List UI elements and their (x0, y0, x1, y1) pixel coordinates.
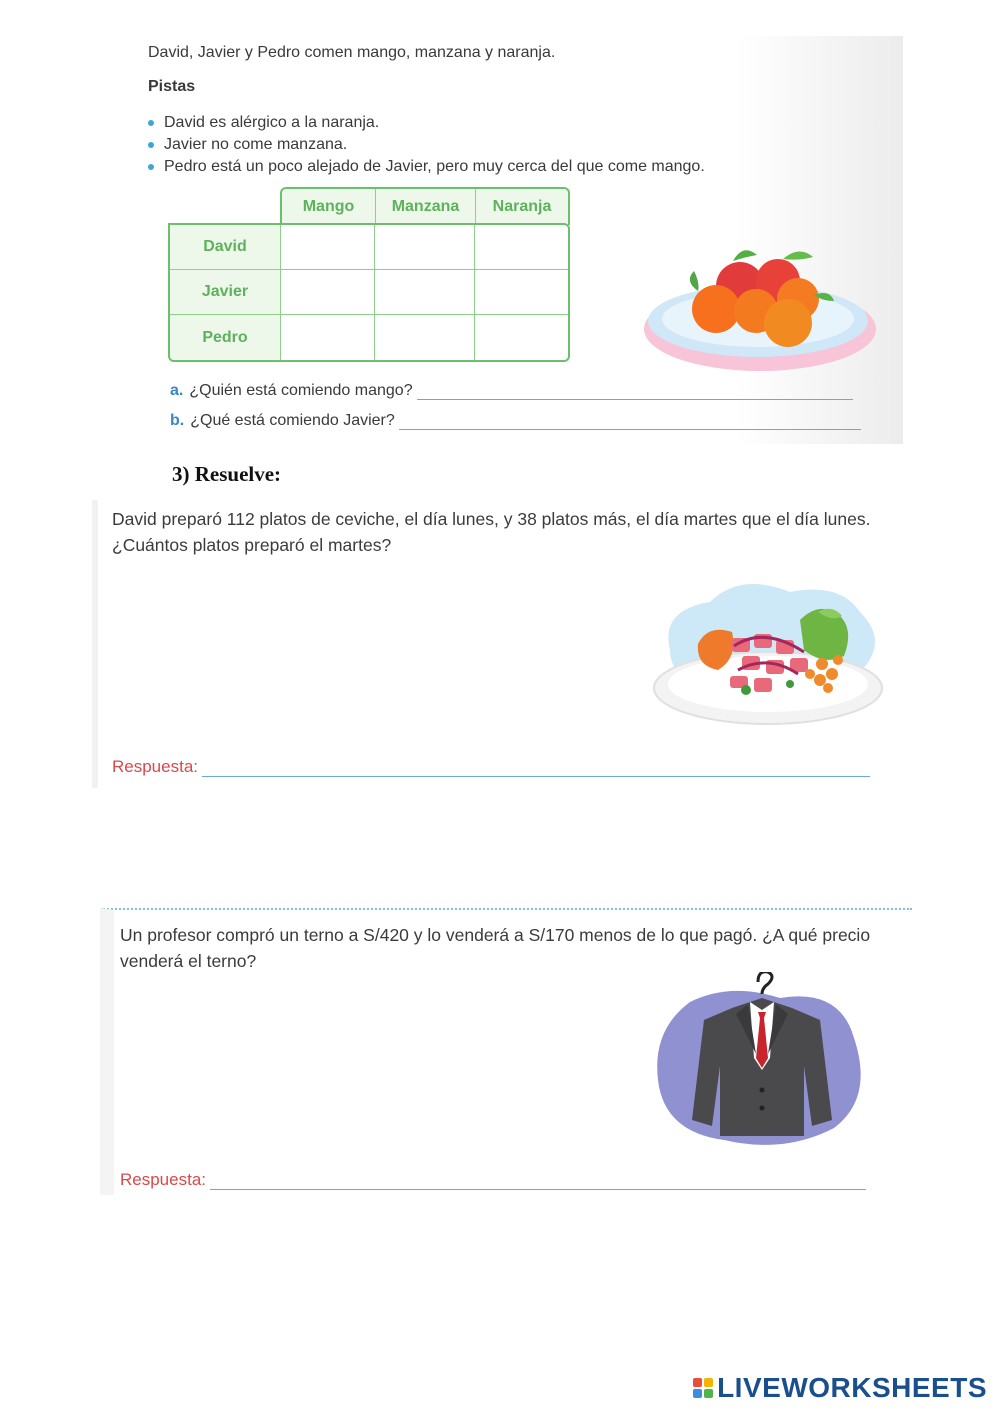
answer-label: Respuesta: (120, 1170, 206, 1189)
table-row-david (170, 225, 568, 270)
problem-text: Un profesor compró un terno a S/420 y lo venderá a S/170 menos de lo que pagó. ¿A qué precio venderá el terno? (120, 925, 871, 971)
problem-ceviche-card (92, 500, 898, 788)
answer-line[interactable] (202, 775, 870, 777)
table-cell[interactable] (375, 315, 475, 360)
question-b: b. ¿Qué está comiendo Javier? (170, 412, 861, 430)
fruit-plate-icon (638, 231, 878, 381)
table-row-pedro (170, 315, 568, 360)
table-cell[interactable] (281, 315, 375, 360)
answer-label: Respuesta: (112, 757, 198, 776)
table-cell[interactable] (475, 270, 568, 314)
logic-puzzle-card (143, 36, 903, 444)
clue-item: Javier no come manzana. (148, 134, 705, 156)
section-heading: 3) Resuelve: (172, 462, 282, 486)
question-a: a. ¿Quién está comiendo mango? (170, 382, 853, 400)
logic-table-header (280, 187, 570, 225)
table-cell[interactable] (281, 270, 375, 314)
table-cell[interactable] (375, 270, 475, 314)
ceviche-dish-icon (650, 580, 890, 730)
column-header-manzana: Manzana (376, 189, 476, 225)
clues-list (148, 112, 705, 178)
liveworksheets-logo-icon (693, 1378, 713, 1398)
column-header-naranja: Naranja (492, 198, 552, 215)
row-header-david: David (170, 225, 281, 269)
clue-item: David es alérgico a la naranja. (148, 112, 705, 134)
answer-line-b[interactable] (399, 428, 861, 430)
bullet-icon (148, 120, 154, 126)
bullet-icon (148, 164, 154, 170)
bullet-icon (148, 142, 154, 148)
clue-item: Pedro está un poco alejado de Javier, pero muy cerca del que come mango. (148, 156, 705, 178)
row-header-javier: Javier (170, 270, 281, 314)
answer-row (112, 757, 870, 777)
table-cell[interactable] (475, 225, 568, 269)
problem-suit-card (100, 908, 912, 1195)
column-header-mango: Mango (282, 189, 376, 225)
clues-title: Pistas (148, 78, 196, 95)
table-cell[interactable] (281, 225, 375, 269)
answer-line[interactable] (210, 1188, 866, 1190)
answer-row (120, 1170, 866, 1190)
suit-on-hanger-icon (650, 972, 870, 1152)
table-cell[interactable] (375, 225, 475, 269)
puzzle-intro: David, Javier y Pedro comen mango, manzana y naranja. (148, 44, 556, 61)
answer-line-a[interactable] (417, 398, 853, 400)
problem-text: David preparó 112 platos de ceviche, el día lunes, y 38 platos más, el día martes que el día lunes. ¿Cuántos platos preparó el martes? (112, 509, 871, 555)
table-cell[interactable] (475, 315, 568, 360)
table-row-javier (170, 270, 568, 315)
row-header-pedro: Pedro (170, 315, 281, 360)
logic-table (168, 223, 570, 362)
brand-name: LIVEWORKSHEETS (717, 1372, 987, 1403)
liveworksheets-logo (693, 1372, 987, 1404)
